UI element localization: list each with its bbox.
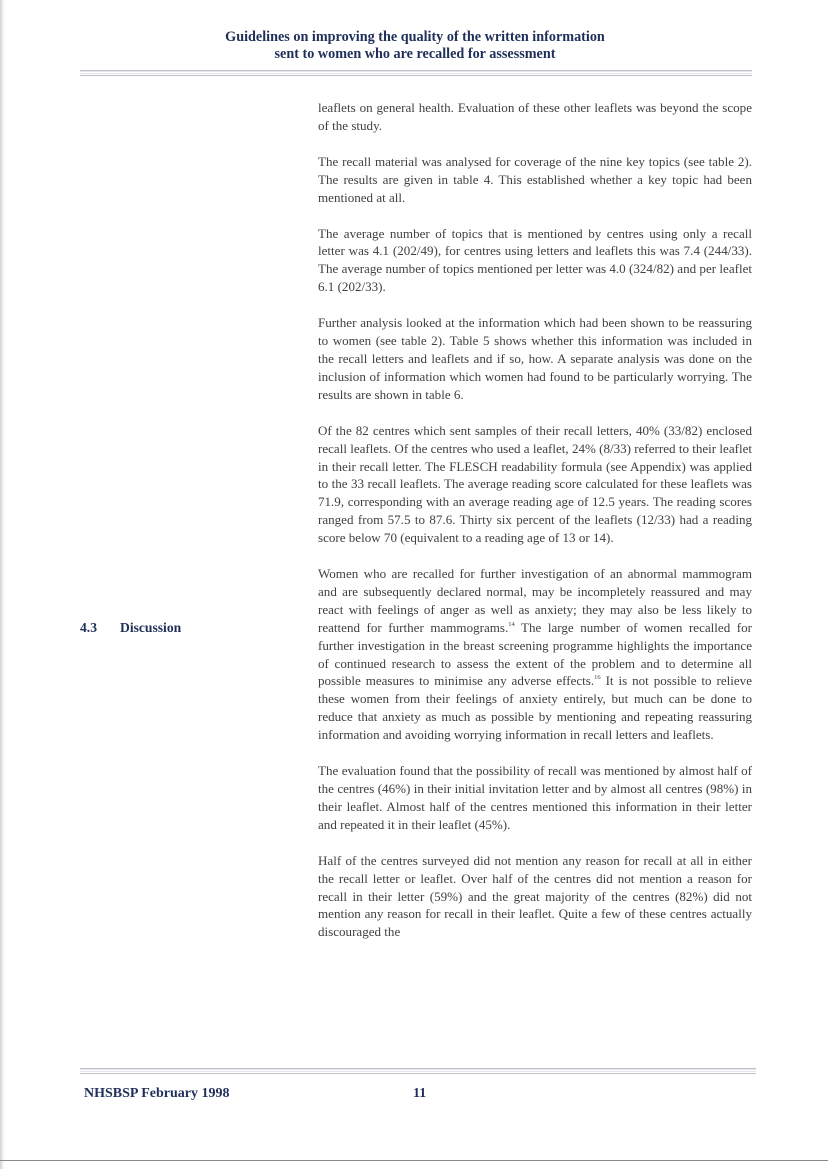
section-number: 4.3 (80, 620, 97, 635)
page-number: 11 (413, 1086, 427, 1101)
paragraph: Further analysis looked at the information which had been shown to be reassuring to women (see table 2). Table 5 shows whether this information was included in the recall letters and leaflets and if so, how. A separate analysis was done on the inclusion of information which women had found to be particularly worrying. The results are shown in table 6. (318, 315, 752, 402)
body-column (318, 99, 752, 959)
section-heading (80, 619, 181, 636)
paragraph: Half of the centres surveyed did not mention any reason for recall at all in either the recall letter or leaflet. Over half of the centres did not mention a reason for recall in their letter (59%) and the great majority of the centres (82%) did not mention any reason for recall in their leaflet. Quite a few of these centres actually discouraged the (318, 852, 752, 940)
footer-publication: NHSBSP February 1998 (84, 1086, 230, 1101)
footer-rule (80, 1068, 756, 1074)
scan-edge-line (0, 1160, 828, 1161)
header-line-2: sent to women who are recalled for assessment (274, 46, 556, 62)
paragraph: The recall material was analysed for coverage of the nine key topics (see table 2). The results are given in table 4. This established whether a key topic had been mentioned at all. (318, 153, 752, 205)
footnote-ref: 16 (594, 674, 601, 682)
paragraph: Of the 82 centres which sent samples of their recall letters, 40% (33/82) enclosed recall leaflets. Of the centres who used a leaflet, 24% (8/33) referred to their leaflet in their recall letter. The FLESCH readability formula (see Appendix) was applied to the 33 recall leaflets. The average reading score calculated for these leaflets was 71.9, corresponding with an average reading age of 12.5 years. The reading scores ranged from 57.5 to 87.6. Thirty six percent of the leaflets (12/33) had a reading score below 70 (equivalent to a reading age of 13 or 14). (318, 422, 752, 546)
discussion-paragraph (318, 565, 752, 744)
header-line-1: Guidelines on improving the quality of the written information (225, 29, 605, 45)
header-rule (80, 70, 752, 76)
text-run: It is not possible to relieve these women from their feelings of anxiety entirely, but much can be done to reduce that anxiety as much as possible by mentioning and repeating reassuring information and avoiding worrying information in recall letters and leaflets. (318, 673, 752, 743)
paragraph: The average number of topics that is mentioned by centres using only a recall letter was 4.1 (202/49), for centres using letters and leaflets this was 7.4 (244/33). The average number of topics mentioned per letter was 4.0 (324/82) and per leaflet 6.1 (202/33). (318, 225, 752, 295)
paragraph: leaflets on general health. Evaluation of these other leaflets was beyond the scope of the study. (318, 100, 752, 133)
running-header (80, 29, 750, 63)
paragraph: The evaluation found that the possibility of recall was mentioned by almost half of the centres (46%) in their initial invitation letter and by almost all centres (98%) in their leaflet. Almost half of the centres mentioned this information in their letter and repeated it in their leaflet (45%). (318, 763, 752, 832)
section-title: Discussion (120, 620, 182, 635)
text-run: Women who are recalled for further investigation of an abnormal mammogram and are subsequently declared normal, may be incompletely reassured and may react with feelings of anger as well as anxiety; they may also be less likely to reattend for further mammograms. (318, 566, 752, 635)
page-edge-shadow (0, 0, 5, 1169)
text-run: The large number of women recalled for further investigation in the breast screening programme highlights the importance of continued research to assess the extent of the problem and to determine all possible measures to minimise any adverse effects. (318, 619, 752, 689)
footnote-ref: 14 (508, 620, 515, 628)
